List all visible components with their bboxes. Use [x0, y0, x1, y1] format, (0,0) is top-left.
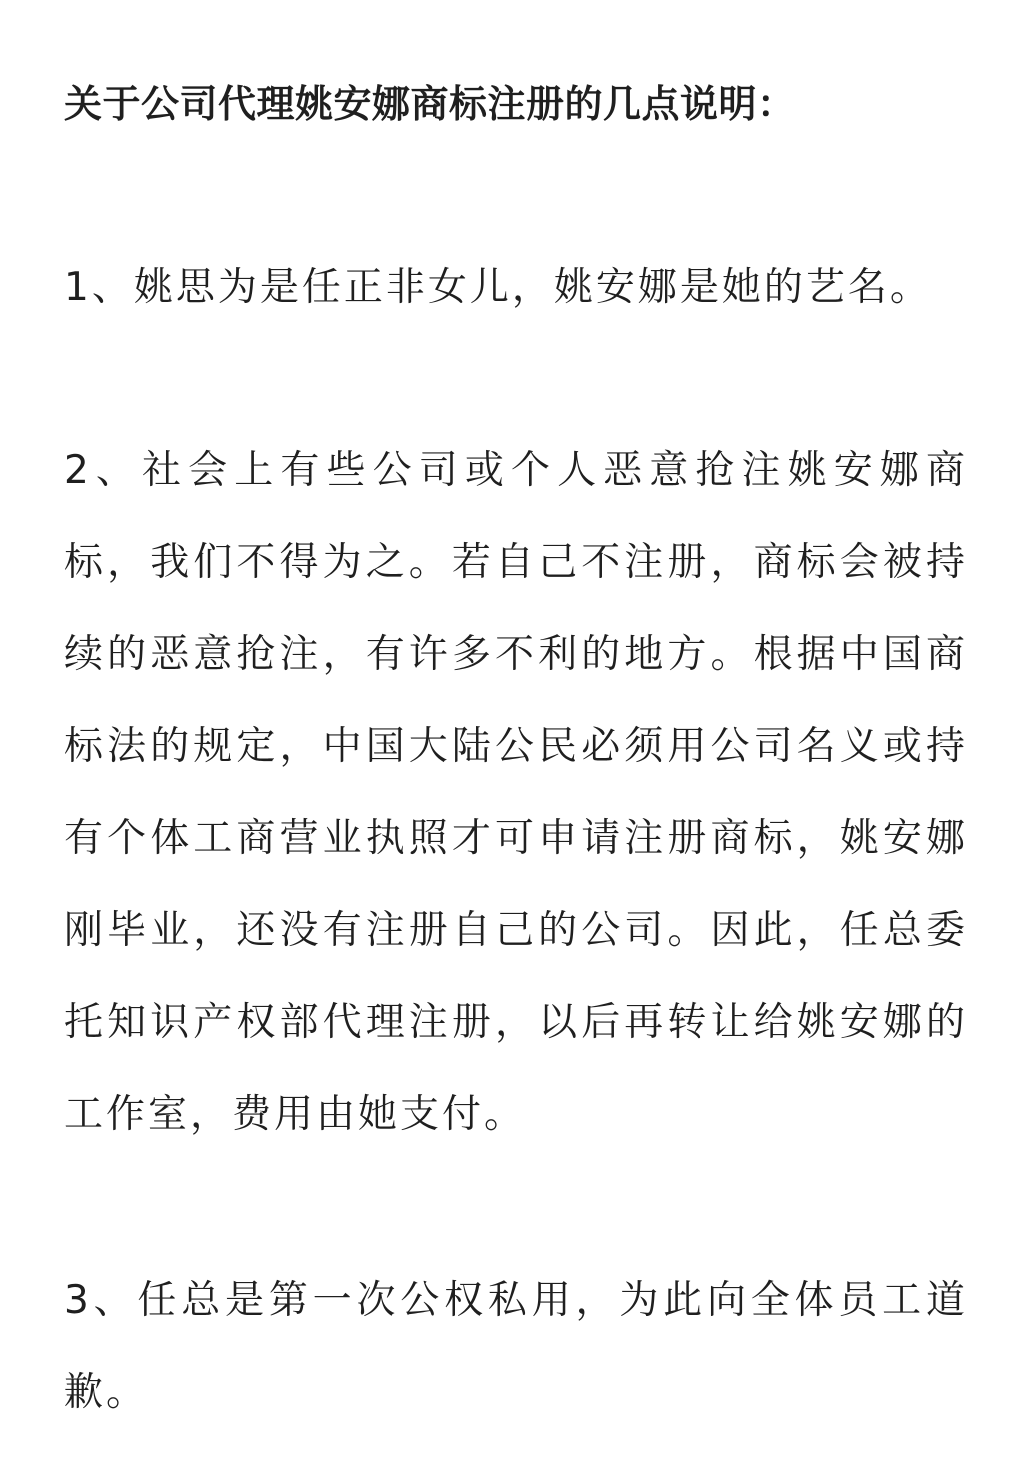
- paragraph-3: 3、任总是第一次公权私用，为此向全体员工道歉。: [64, 1278, 968, 1415]
- document-title: 关于公司代理姚安娜商标注册的几点说明：: [64, 82, 796, 126]
- paragraph-2: 2、社会上有些公司或个人恶意抢注姚安娜商标，我们不得为之。若自己不注册，商标会被持续的恶意抢注，有许多不利的地方。根据中国商标法的规定，中国大陆公民必须用公司名义或持有个体工商营业执照才可申请注册商标，姚安娜刚毕业，还没有注册自己的公司。因此，任总委托知识产权部代理注册，以后再转让给姚安娜的工作室，费用由她支付。: [64, 448, 968, 1137]
- paragraph-1: 1、姚思为是任正非女儿，姚安娜是她的艺名。: [64, 265, 932, 310]
